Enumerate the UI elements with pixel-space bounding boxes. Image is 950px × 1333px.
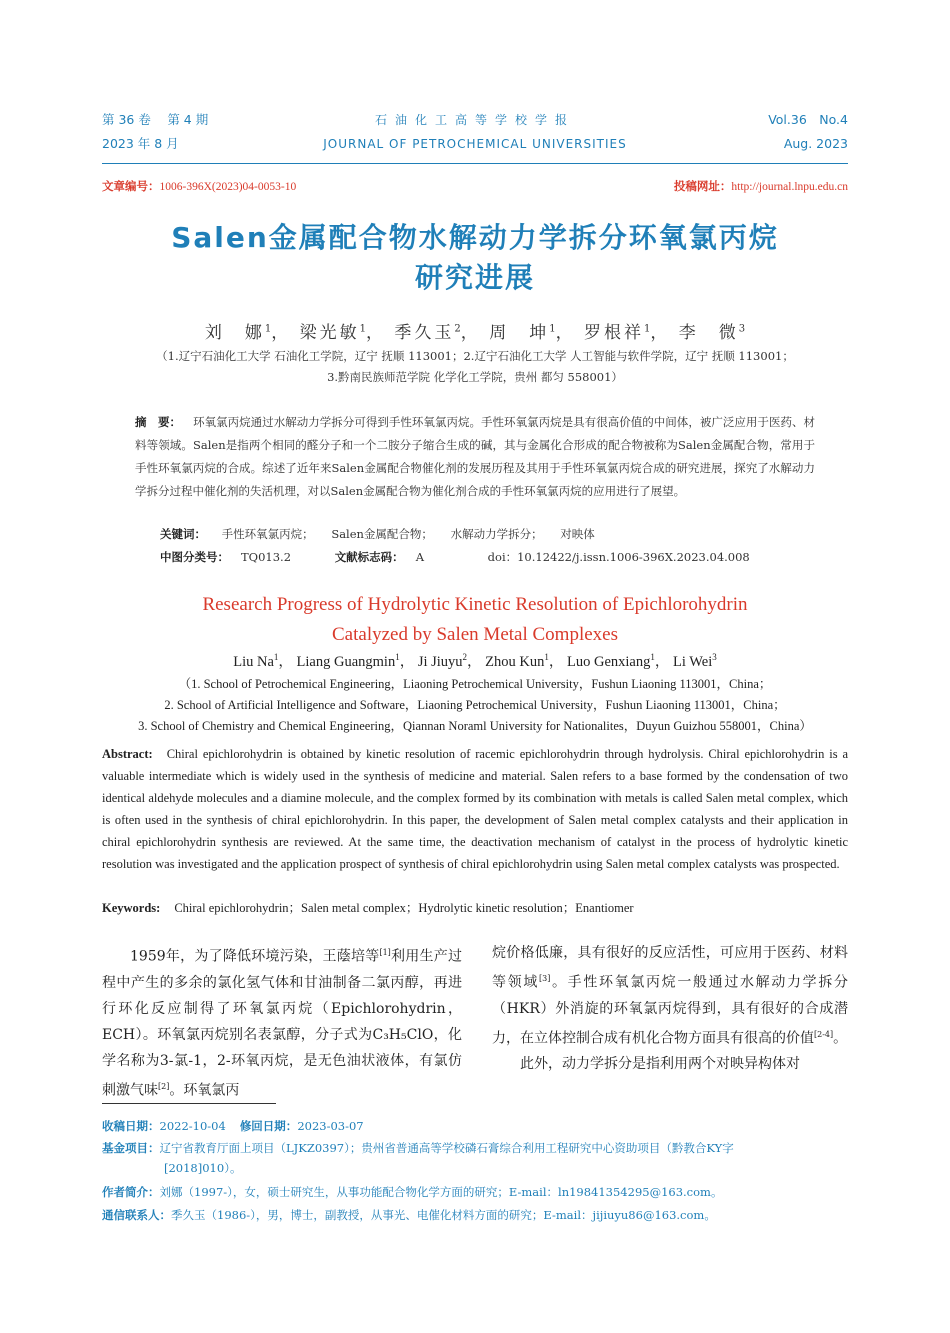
date-cn: 2023 年 8 月 xyxy=(102,136,179,151)
submission-url[interactable]: 投稿网址：http://journal.lnpu.edu.cn xyxy=(673,179,848,193)
volume-issue-en: Vol.36 No.4 xyxy=(768,112,848,127)
title-cn-line2: 研究进展 xyxy=(414,261,535,294)
body-paragraph: 此外，动力学拆分是指利用两个对映异构体对 xyxy=(520,1056,800,1073)
citation[interactable]: [2-4] xyxy=(814,1029,834,1039)
citation[interactable]: [1] xyxy=(379,948,391,957)
abstract-cn-label: 摘 要： xyxy=(135,415,182,429)
keyword-item: Salen金属配合物； xyxy=(331,527,433,541)
authors-cn xyxy=(0,318,950,343)
clc-code: TQ013.2 xyxy=(241,550,292,564)
keywords-en: Keywords: Chiral epichlorohydrin；Salen metal complex；Hydrolytic kinetic resolution；Enantiomer xyxy=(102,901,634,915)
body-column-left xyxy=(102,940,462,1103)
title-cn xyxy=(0,218,950,298)
keyword-item: 手性环氧氯丙烷； xyxy=(221,527,314,541)
abstract-en-label: Abstract: xyxy=(102,747,153,761)
journal-name-cn: 石油化工高等学校学报 xyxy=(374,113,575,127)
author-en: Liu Na$^1$， xyxy=(233,652,293,670)
footnote-author: 作者简介：刘娜（1997-），女，硕士研究生，从事功能配合物化学方面的研究；E-mail：ln19841354295@163.com。 xyxy=(102,1185,723,1199)
article-number: 文章编号：1006-396X(2023)04-0053-10 xyxy=(102,179,297,193)
footnote-rule xyxy=(102,1103,276,1104)
volume-issue-cn: 第 36 卷 第 4 期 xyxy=(102,112,209,127)
citation[interactable]: [3] xyxy=(539,974,551,983)
abstract-en xyxy=(102,743,848,875)
footnote-fund: 基金项目：辽宁省教育厅面上项目（LJKZ0397）；贵州省普通高等学校磷石膏综合利用工程研究中心资助项目（黔教合KY字 [2018]010）。 xyxy=(102,1141,734,1175)
author-en: Zhou Kun$^1$， xyxy=(485,652,564,670)
body-paragraph: 1959年，为了降低环境污染，王蔭培等[1]利用生产过程中产生的多余的氯化氢气体和甘油制备二氯丙醇，再进行环化反应制得了环氧氯丙烷（Epichlorohydrin，ECH）。环氧氯丙烷别名表氯醇，分子式为C₃H₅ClO，化学名称为3-氯-1，2-环氧丙烷，是无色油状液体，有氯仿刺激气味[2]。环氧氯丙 xyxy=(102,948,462,1099)
title-cn-line1: Salen金属配合物水解动力学拆分环氧氯丙烷 xyxy=(171,221,779,254)
author-en: Liang Guangmin$^1$， xyxy=(296,652,415,670)
title-en: Research Progress of Hydrolytic Kinetic Resolution of Epichlorohydrin Catalyzed by Salen Metal Complexes xyxy=(202,594,748,645)
footnote-dates: 收稿日期：2022-10-04 修回日期：2023-03-07 xyxy=(102,1119,364,1133)
body-paragraph: 烷价格低廉，具有很好的反应活性，可应用于医药、材料等领域[3]。手性环氧氯丙烷一般通过水解动力学拆分（HKR）外消旋的环氧氯丙烷得到，具有很好的合成潜力，在立体控制合成有机化合物方面具有很高的价值[2-4]。 xyxy=(492,945,849,1047)
classification-row: 中图分类号： TQ013.2 文献标志码： A doi：10.12422/j.issn.1006-396X.2023.04.008 xyxy=(160,550,750,564)
abstract-cn-text: 环氧氯丙烷通过水解动力学拆分可得到手性环氧氯丙烷。手性环氧氯丙烷是具有很高价值的中间体，被广泛应用于医药、材料等领域。Salen是指两个相同的醛分子和一个二胺分子缩合生成的碱，其与金属化合形成的配合物被称为Salen金属配合物，常用于手性环氧氯丙烷的合成。综述了近年来Salen金属配合物催化剂的发展历程及其用于手性环氧氯丙烷合成的研究进展，探究了水解动力学拆分过程中催化剂的失活机理，对以Salen金属配合物为催化剂合成的手性环氧氯丙烷的应用进行了展望。 xyxy=(135,415,816,498)
keywords-cn: 关键词： 手性环氧氯丙烷； Salen金属配合物； 水解动力学拆分； 对映体 xyxy=(160,527,595,541)
doc-code: A xyxy=(415,550,424,564)
author-en: Ji Jiuyu$^2$， xyxy=(417,652,482,670)
author-cn: 刘 娜$^1$， xyxy=(204,323,292,343)
header-rule xyxy=(102,163,848,164)
abstract-en-text: Chiral epichlorohydrin is obtained by kinetic resolution of racemic epichlorohydrin through hydrolysis. Chiral epichlorohydrin is a valuable intermediate which is widely used in the synthesis of medicine and material. Salen refers to a base formed by the condensation of two identical aldehyde molecules and a diamine molecule, and the complex formed by its combination with metals is called Salen metal complex, which is often used in the synthesis of chiral epichlorohydrin. In this paper, the development of Salen metal complex catalysts and their application in chiral epichlorohydrin synthesis are reviewed. At the same time, the deactivation mechanism of catalyst in the process of hydrolytic kinetic resolution was investigated and the application prospect of synthesis of chiral epichlorohydrin using Salen metal complex catalysts was prospected. xyxy=(102,747,848,871)
author-en: Li Wei$^3$ xyxy=(673,652,717,670)
journal-name-en: JOURNAL OF PETROCHEMICAL UNIVERSITIES xyxy=(323,137,627,151)
author-cn: 梁光敏$^1$， xyxy=(299,323,387,343)
citation[interactable]: [2] xyxy=(158,1081,170,1091)
keyword-item: 水解动力学拆分； xyxy=(450,527,543,541)
abstract-cn xyxy=(135,411,815,503)
author-cn: 李 微$^3$ xyxy=(678,323,746,343)
affiliations-cn: （1.辽宁石油化工大学 石油化工学院，辽宁 抚顺 113001；2.辽宁石油化工大学 人工智能与软件学院，辽宁 抚顺 113001； 3.黔南民族师范学院 化学化工学院，贵州 都匀 558001） xyxy=(156,349,794,384)
author-cn: 季久玉$^2$， xyxy=(394,323,481,343)
author-en: Luo Genxiang$^1$， xyxy=(567,652,670,670)
author-cn: 罗根祥$^1$， xyxy=(583,323,671,343)
author-cn: 周 坤$^1$， xyxy=(489,323,576,343)
date-en: Aug. 2023 xyxy=(783,136,848,151)
body-column-right xyxy=(492,940,848,1077)
keyword-item: 对映体 xyxy=(560,527,595,541)
footnote-corresponding: 通信联系人：季久玉（1986-），男，博士，副教授，从事光、电催化材料方面的研究；E-mail：jijiuyu86@163.com。 xyxy=(102,1208,716,1222)
affiliations-en: （1. School of Petrochemical Engineering，Liaoning Petrochemical University，Fushun Liaoning 113001，China； 2. School of Artificial Intelligence and Software，Liaoning Petrochemical University，Fushun Liaoning 113001，China； 3. School of Chemistry and Chemical Engineering，Qiannan Noraml University for Nationalites，Duyun Guizhou 558001，China） xyxy=(138,677,812,733)
header-right xyxy=(768,108,848,156)
authors-en xyxy=(0,650,950,671)
doi[interactable]: doi：10.12422/j.issn.1006-396X.2023.04.008 xyxy=(487,550,750,564)
